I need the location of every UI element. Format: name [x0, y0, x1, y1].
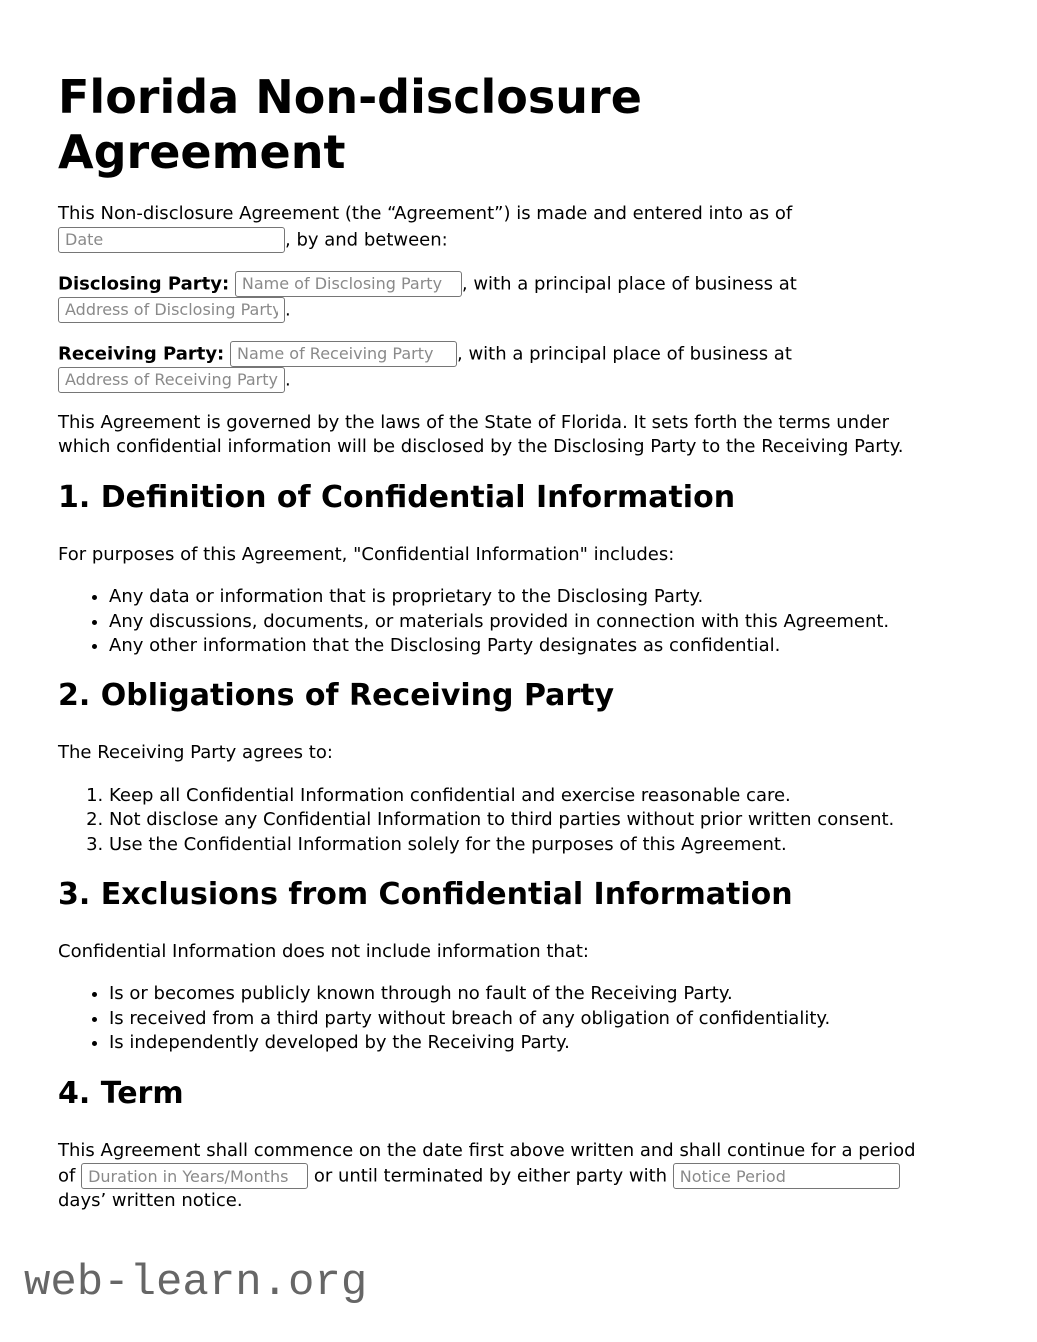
notice-period-input[interactable]	[673, 1163, 900, 1189]
section-term-paragraph	[58, 1139, 938, 1214]
disclosing-party-label: Disclosing Party:	[58, 273, 230, 295]
disclosing-party-address-input[interactable]	[58, 297, 285, 323]
section-exclusions-intro: Confidential Information does not include information that:	[58, 940, 589, 962]
receiving-party-address-input[interactable]	[58, 367, 285, 393]
watermark: web-learn.org	[24, 1258, 368, 1308]
list-item: • Is received from a third party without breach of any obligation of confidentiality.	[109, 1007, 938, 1031]
list-item: • Any data or information that is proprietary to the Disclosing Party.	[109, 585, 938, 609]
section-obligations-heading: 2. Obligations of Receiving Party	[58, 678, 615, 714]
section-obligations-intro: The Receiving Party agrees to:	[58, 742, 333, 764]
term-text-after-notice: days’ written notice.	[58, 1190, 243, 1212]
disclosing-party-text-after-name: , with a principal place of business at	[461, 273, 797, 295]
term-text-before-duration: This Agreement shall commence on the date first above written and shall continue for a period of	[58, 1139, 916, 1187]
list-item: 1. Keep all Confidential Information confidential and exercise reasonable care.	[109, 784, 938, 808]
intro-text-before-date: This Non-disclosure Agreement (the “Agreement”) is made and entered into as of	[58, 203, 793, 225]
section-obligations-list	[58, 784, 938, 857]
list-item: • Any discussions, documents, or materials provided in connection with this Agreement.	[109, 610, 938, 634]
list-item: • Is independently developed by the Receiving Party.	[109, 1031, 938, 1055]
duration-input[interactable]	[81, 1163, 308, 1189]
list-item: • Is or becomes publicly known through no fault of the Receiving Party.	[109, 982, 938, 1006]
governing-clause-paragraph: This Agreement is governed by the laws of the State of Florida. It sets forth the terms under which confidential information will be disclosed by the Disclosing Party to the Receiving Party.	[58, 411, 904, 458]
receiving-party-text-after-name: , with a principal place of business at	[457, 343, 792, 365]
section-definition-list	[58, 585, 938, 658]
disclosing-party-paragraph	[58, 271, 938, 323]
intro-text-after-date: , by and between:	[285, 229, 448, 251]
receiving-party-paragraph	[58, 341, 938, 393]
receiving-party-text-after-address: .	[285, 369, 291, 391]
section-definition-intro: For purposes of this Agreement, "Confidential Information" includes:	[58, 543, 675, 565]
page-title: Florida Non-disclosure Agreement	[58, 70, 642, 180]
term-text-after-duration: or until terminated by either party with	[313, 1165, 668, 1187]
date-input[interactable]	[58, 227, 285, 253]
list-item: 2. Not disclose any Confidential Information to third parties without prior written consent.	[109, 808, 938, 832]
disclosing-party-name-input[interactable]	[235, 271, 462, 297]
section-definition-heading: 1. Definition of Confidential Information	[58, 479, 736, 515]
receiving-party-name-input[interactable]	[230, 341, 457, 367]
list-item: 3. Use the Confidential Information solely for the purposes of this Agreement.	[109, 833, 938, 857]
section-term-heading: 4. Term	[58, 1075, 184, 1111]
section-exclusions-heading: 3. Exclusions from Confidential Information	[58, 877, 793, 913]
disclosing-party-text-after-address: .	[285, 299, 291, 321]
list-item: • Any other information that the Disclosing Party designates as confidential.	[109, 634, 938, 658]
section-exclusions-list	[58, 982, 938, 1055]
intro-paragraph	[58, 202, 938, 252]
receiving-party-label: Receiving Party:	[58, 343, 225, 365]
